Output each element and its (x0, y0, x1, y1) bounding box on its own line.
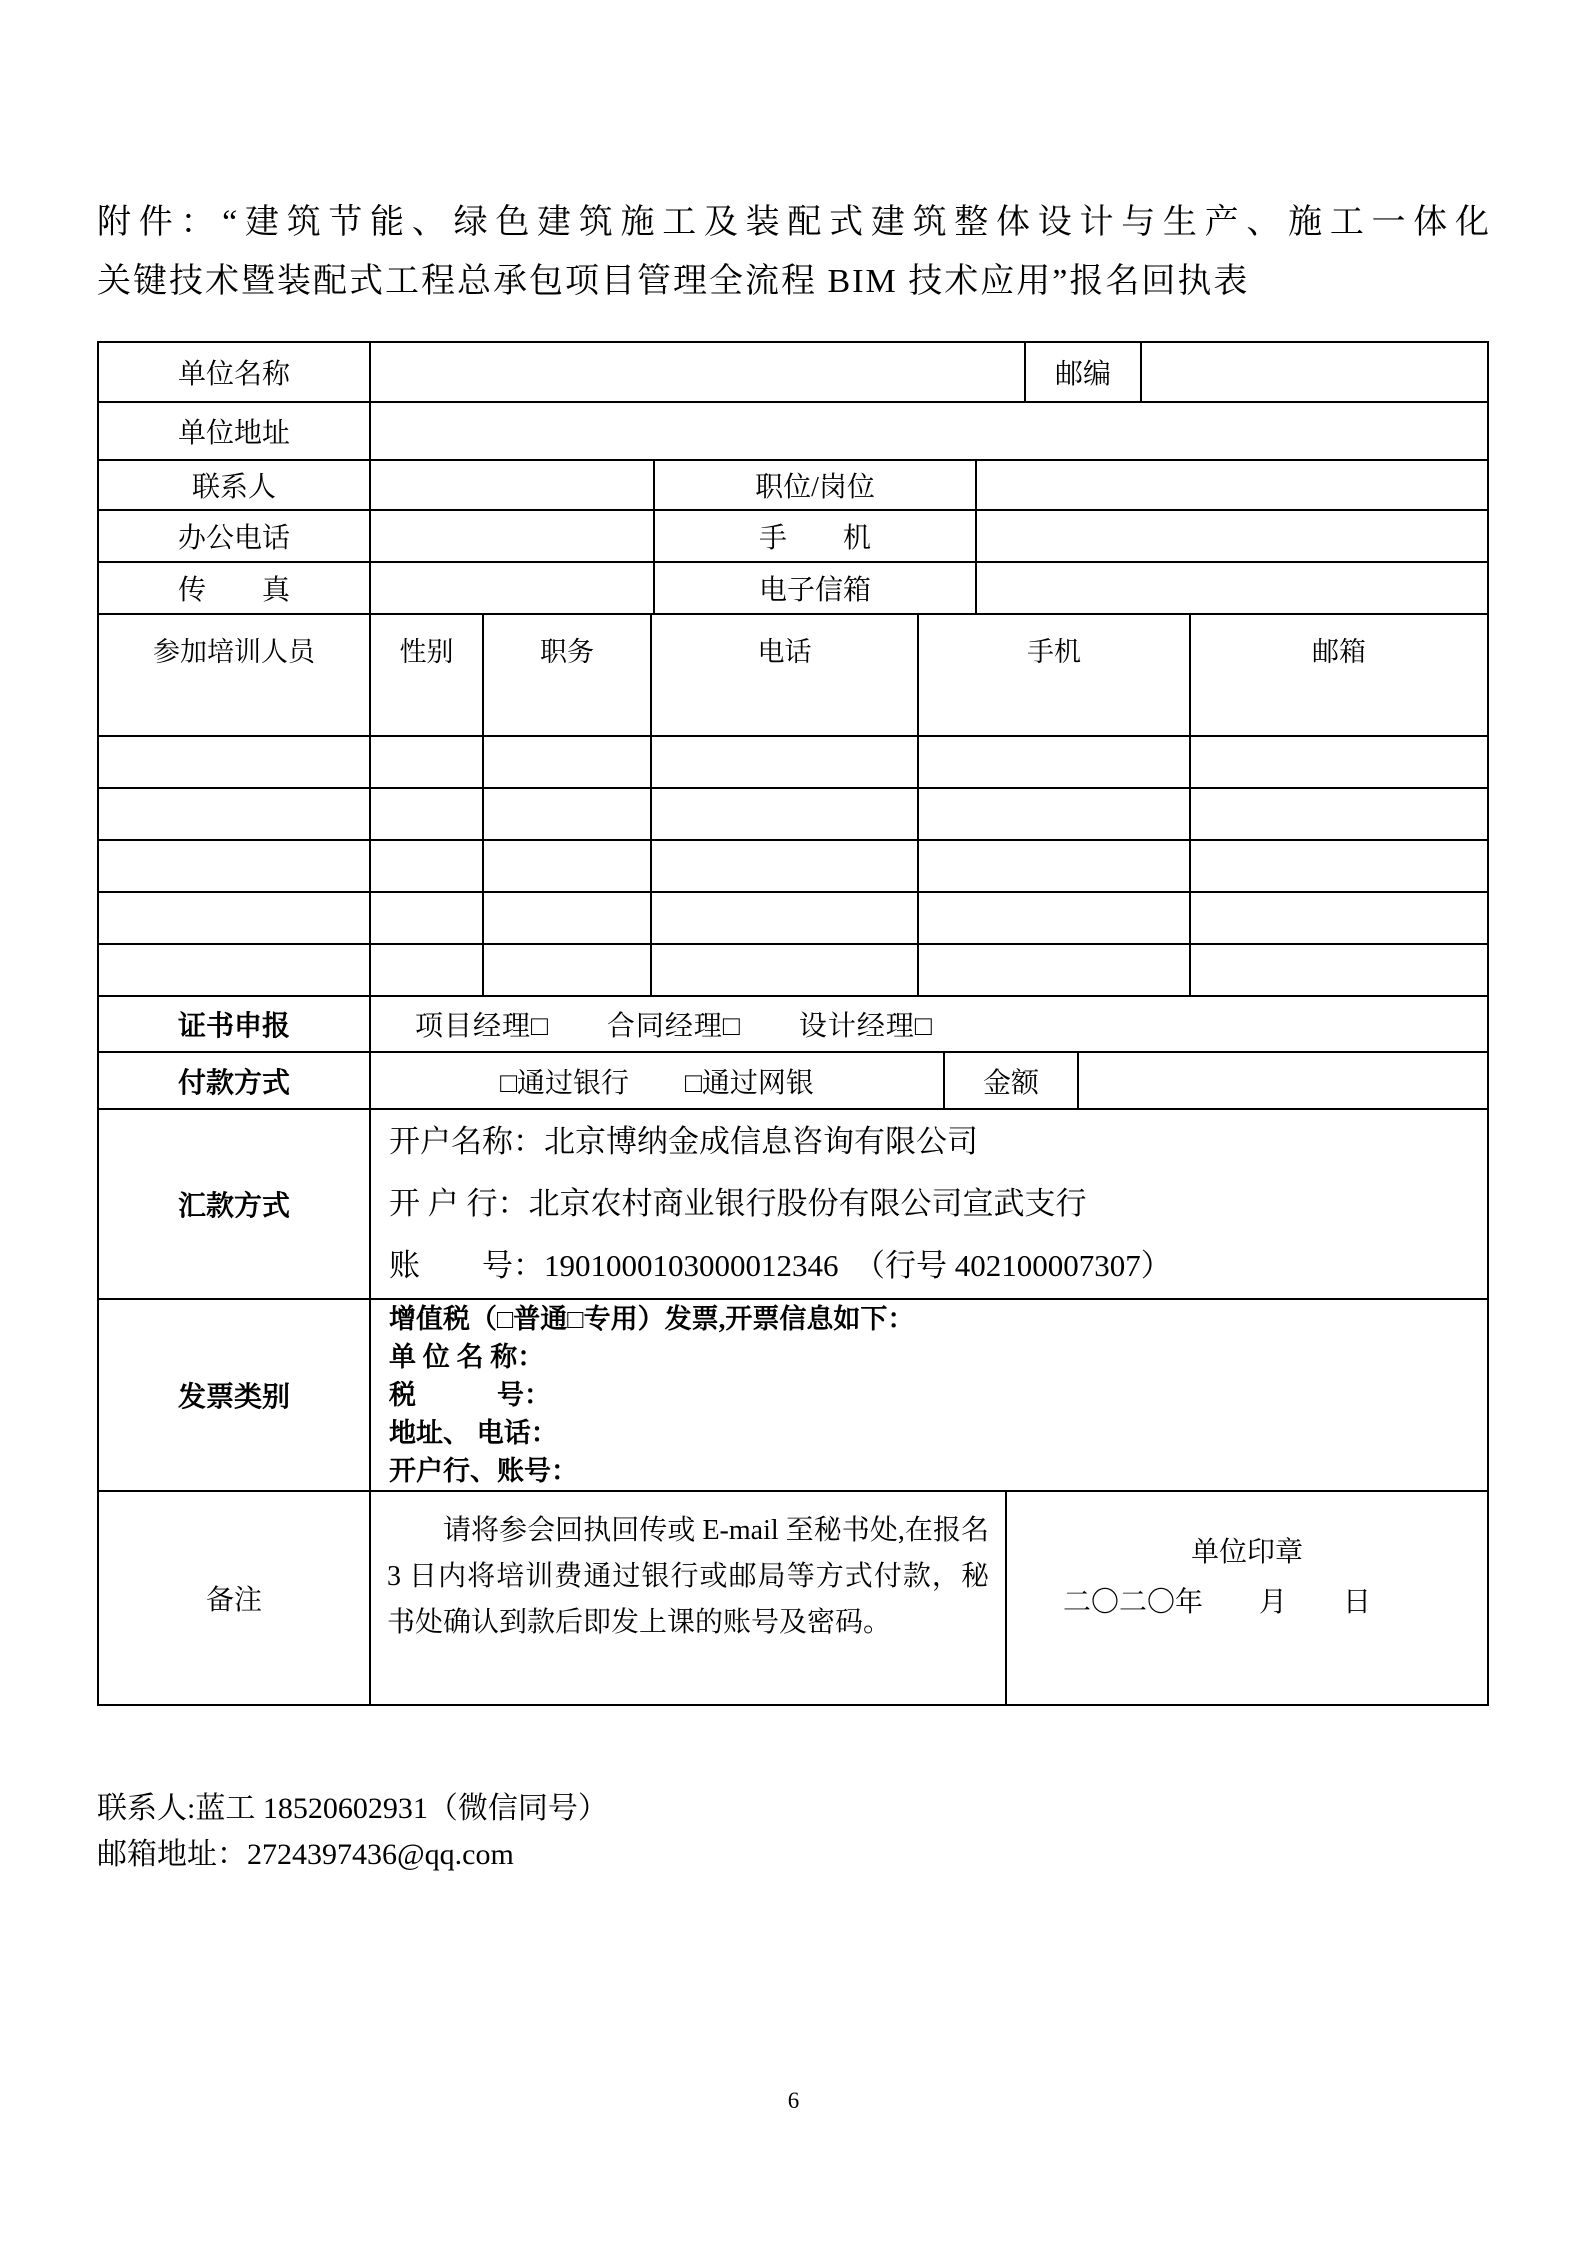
page-content (97, 0, 1489, 1878)
participant-empty-rows (99, 683, 1487, 995)
participant-empty-cell[interactable] (369, 841, 482, 891)
amount-input-cell[interactable] (1077, 1053, 1487, 1108)
participant-empty-cell[interactable] (99, 841, 369, 891)
postcode-input-cell[interactable] (1140, 343, 1487, 401)
participants-col-gender: 性别 (369, 615, 482, 683)
participant-empty-cell[interactable] (917, 737, 1189, 787)
participant-empty-cell[interactable] (369, 789, 482, 839)
stamp-cell (1005, 1492, 1487, 1704)
postcode-label: 邮编 (1024, 343, 1140, 401)
row-fax (99, 561, 1487, 613)
participant-empty-cell[interactable] (1189, 737, 1487, 787)
invoice-tax-no-line[interactable]: 税 号： (389, 1380, 551, 1410)
mobile-input-cell[interactable] (975, 511, 1487, 561)
remittance-account-name: 开户名称：北京博纳金成信息咨询有限公司 (389, 1124, 978, 1159)
participant-empty-cell[interactable] (99, 789, 369, 839)
row-unit-address (99, 401, 1487, 459)
invoice-address-phone-line[interactable]: 地址、 电话： (389, 1418, 558, 1448)
stamp-label: 单位印章 (1190, 1537, 1303, 1568)
participant-empty-row (99, 735, 1487, 787)
participant-empty-cell[interactable] (482, 737, 650, 787)
participant-empty-cell[interactable] (369, 945, 482, 995)
participant-empty-cell[interactable] (650, 893, 917, 943)
unit-name-label: 单位名称 (177, 359, 290, 390)
participant-empty-row (99, 839, 1487, 891)
footer-contact-line: 联系人:蓝工 18520602931（微信同号） (97, 1792, 608, 1825)
fax-label: 传 真 (177, 575, 290, 606)
mobile-label: 手 机 (653, 511, 975, 561)
participant-empty-cell[interactable] (1189, 893, 1487, 943)
registration-table (97, 341, 1489, 1706)
participant-empty-cell[interactable] (917, 945, 1189, 995)
invoice-bank-account-line[interactable]: 开户行、账号： (389, 1456, 578, 1486)
participant-empty-cell[interactable] (917, 683, 1189, 735)
participant-empty-cell[interactable] (917, 789, 1189, 839)
remarks-label: 备注 (205, 1585, 262, 1616)
payment-options[interactable]: □通过银行 □通过网银 (369, 1053, 943, 1108)
participant-empty-cell[interactable] (482, 841, 650, 891)
participant-empty-cell[interactable] (369, 683, 482, 735)
payment-label: 付款方式 (177, 1067, 290, 1099)
participant-empty-cell[interactable] (99, 945, 369, 995)
row-certificate (99, 995, 1487, 1051)
office-phone-input-cell[interactable] (369, 511, 653, 561)
participant-empty-cell[interactable] (99, 737, 369, 787)
participant-empty-cell[interactable] (1189, 841, 1487, 891)
participant-empty-cell[interactable] (650, 841, 917, 891)
participant-empty-cell[interactable] (1189, 789, 1487, 839)
footer-email-line: 邮箱地址：2724397436@qq.com (97, 1838, 514, 1871)
participant-empty-row (99, 787, 1487, 839)
participant-empty-cell[interactable] (917, 841, 1189, 891)
row-office-phone (99, 509, 1487, 561)
stamp-date-line: 二〇二〇年 月 日 (1062, 1587, 1371, 1618)
row-payment (99, 1051, 1487, 1108)
participant-empty-cell[interactable] (482, 683, 650, 735)
participant-empty-row (99, 683, 1487, 735)
remittance-account-no: 账 号：1901000103000012346 （行号 402100007307） (389, 1248, 1172, 1283)
position-label: 职位/岗位 (653, 461, 975, 509)
page-number: 6 (787, 2088, 800, 2113)
fax-input-cell[interactable] (369, 563, 653, 613)
participant-empty-cell[interactable] (482, 945, 650, 995)
email-input-cell[interactable] (975, 563, 1487, 613)
remarks-text: 请将参会回执回传或 E-mail 至秘书处,在报名 3 日内将培训费通过银行或邮局等方式付款，秘书处确认到款后即发上课的账号及密码。 (387, 1515, 989, 1638)
document-title (97, 193, 1489, 311)
invoice-type-line[interactable]: 增值税（□普通□专用）发票,开票信息如下： (389, 1304, 915, 1334)
participant-empty-cell[interactable] (482, 893, 650, 943)
unit-name-input-cell[interactable] (369, 343, 1024, 401)
row-participants-header (99, 613, 1487, 683)
participant-empty-row (99, 891, 1487, 943)
amount-label: 金额 (943, 1053, 1077, 1108)
participants-col-phone: 电话 (650, 615, 917, 683)
row-contact (99, 459, 1487, 509)
participant-empty-cell[interactable] (99, 683, 369, 735)
participant-empty-cell[interactable] (1189, 945, 1487, 995)
remittance-bank: 开 户 行：北京农村商业银行股份有限公司宣武支行 (389, 1186, 1087, 1221)
title-line-2: 关键技术暨装配式工程总承包项目管理全流程 BIM 技术应用”报名回执表 (97, 263, 1250, 300)
remarks-content-cell (369, 1492, 1005, 1704)
participant-empty-cell[interactable] (369, 893, 482, 943)
row-unit-name (99, 343, 1487, 401)
unit-address-label: 单位地址 (177, 418, 290, 449)
office-phone-label: 办公电话 (177, 523, 290, 554)
unit-address-input-cell[interactable] (369, 403, 1487, 459)
participant-empty-cell[interactable] (369, 737, 482, 787)
participant-empty-cell[interactable] (99, 893, 369, 943)
participant-empty-cell[interactable] (650, 683, 917, 735)
participant-empty-cell[interactable] (1189, 683, 1487, 735)
participants-col-mobile: 手机 (917, 615, 1189, 683)
invoice-details (369, 1300, 1487, 1490)
participant-empty-row (99, 943, 1487, 995)
footer-contacts (97, 1786, 1489, 1878)
row-remittance (99, 1108, 1487, 1298)
invoice-unit-name-line[interactable]: 单 位 名 称： (389, 1342, 545, 1372)
participants-col-email: 邮箱 (1189, 615, 1487, 683)
participant-empty-cell[interactable] (650, 945, 917, 995)
participants-col-name: 参加培训人员 (153, 636, 315, 667)
row-invoice (99, 1298, 1487, 1490)
participant-empty-cell[interactable] (650, 737, 917, 787)
email-label: 电子信箱 (653, 563, 975, 613)
contact-label: 联系人 (191, 472, 276, 503)
participant-empty-cell[interactable] (917, 893, 1189, 943)
title-line-1: 附件：“建筑节能、绿色建筑施工及装配式建筑整体设计与生产、施工一体化 (97, 204, 1489, 241)
participant-empty-cell[interactable] (650, 789, 917, 839)
remittance-label: 汇款方式 (177, 1191, 290, 1222)
certificate-label: 证书申报 (177, 1011, 290, 1042)
position-input-cell[interactable] (975, 461, 1487, 509)
contact-input-cell[interactable] (369, 461, 653, 509)
participants-col-title: 职务 (482, 615, 650, 683)
participant-empty-cell[interactable] (482, 789, 650, 839)
invoice-label: 发票类别 (177, 1382, 290, 1413)
remittance-details (369, 1110, 1487, 1298)
row-remarks (99, 1490, 1487, 1704)
certificate-options[interactable]: 项目经理□ 合同经理□ 设计经理□ (369, 997, 1487, 1051)
